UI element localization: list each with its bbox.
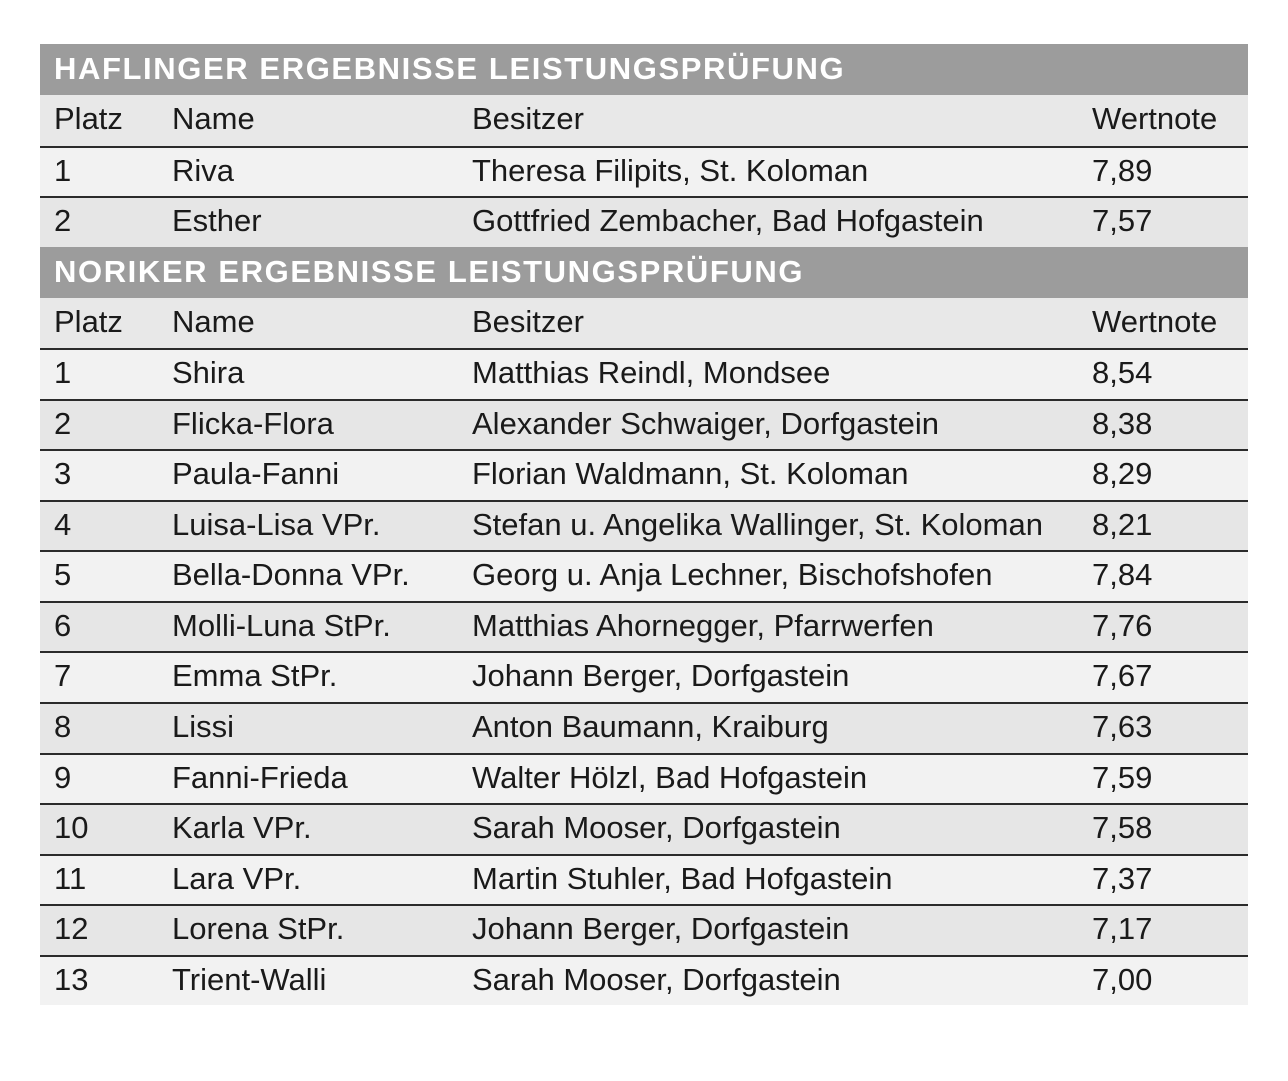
cell-name: Bella-Donna VPr. <box>158 551 458 602</box>
cell-wertnote: 8,54 <box>1078 349 1248 400</box>
table-row <box>40 551 1248 602</box>
cell-name: Riva <box>158 147 458 198</box>
cell-besitzer: Johann Berger, Dorfgastein <box>458 905 1078 956</box>
column-header-wertnote: Wertnote <box>1078 95 1248 147</box>
cell-name: Shira <box>158 349 458 400</box>
cell-platz: 4 <box>40 501 158 552</box>
cell-besitzer: Johann Berger, Dorfgastein <box>458 652 1078 703</box>
table-row <box>40 400 1248 451</box>
cell-name: Flicka-Flora <box>158 400 458 451</box>
table-row <box>40 855 1248 906</box>
table-row <box>40 905 1248 956</box>
cell-platz: 11 <box>40 855 158 906</box>
cell-wertnote: 7,00 <box>1078 956 1248 1006</box>
table-row <box>40 602 1248 653</box>
cell-besitzer: Sarah Mooser, Dorfgastein <box>458 804 1078 855</box>
results-table <box>40 44 1248 1005</box>
table-row <box>40 197 1248 247</box>
column-header-row-noriker <box>40 298 1248 350</box>
column-header-row-haflinger <box>40 95 1248 147</box>
cell-wertnote: 7,63 <box>1078 703 1248 754</box>
cell-besitzer: Walter Hölzl, Bad Hofgastein <box>458 754 1078 805</box>
cell-wertnote: 7,76 <box>1078 602 1248 653</box>
column-header-besitzer: Besitzer <box>458 298 1078 350</box>
cell-name: Fanni-Frieda <box>158 754 458 805</box>
cell-wertnote: 7,58 <box>1078 804 1248 855</box>
table-row <box>40 652 1248 703</box>
cell-wertnote: 7,17 <box>1078 905 1248 956</box>
cell-wertnote: 7,67 <box>1078 652 1248 703</box>
cell-platz: 7 <box>40 652 158 703</box>
cell-name: Luisa-Lisa VPr. <box>158 501 458 552</box>
cell-besitzer: Sarah Mooser, Dorfgastein <box>458 956 1078 1006</box>
cell-name: Esther <box>158 197 458 247</box>
cell-platz: 1 <box>40 349 158 400</box>
table-row <box>40 703 1248 754</box>
table-row <box>40 956 1248 1006</box>
table-row <box>40 349 1248 400</box>
cell-name: Trient-Walli <box>158 956 458 1006</box>
column-header-name: Name <box>158 298 458 350</box>
cell-wertnote: 8,29 <box>1078 450 1248 501</box>
cell-name: Karla VPr. <box>158 804 458 855</box>
cell-name: Lissi <box>158 703 458 754</box>
cell-name: Lorena StPr. <box>158 905 458 956</box>
table-row <box>40 804 1248 855</box>
cell-name: Paula-Fanni <box>158 450 458 501</box>
cell-besitzer: Theresa Filipits, St. Koloman <box>458 147 1078 198</box>
cell-platz: 1 <box>40 147 158 198</box>
column-header-name: Name <box>158 95 458 147</box>
cell-besitzer: Anton Baumann, Kraiburg <box>458 703 1078 754</box>
column-header-platz: Platz <box>40 298 158 350</box>
cell-besitzer: Florian Waldmann, St. Koloman <box>458 450 1078 501</box>
cell-besitzer: Alexander Schwaiger, Dorfgastein <box>458 400 1078 451</box>
cell-platz: 12 <box>40 905 158 956</box>
cell-wertnote: 7,84 <box>1078 551 1248 602</box>
cell-wertnote: 8,38 <box>1078 400 1248 451</box>
cell-wertnote: 7,59 <box>1078 754 1248 805</box>
cell-name: Emma StPr. <box>158 652 458 703</box>
cell-platz: 2 <box>40 400 158 451</box>
cell-platz: 3 <box>40 450 158 501</box>
section-title: HAFLINGER ERGEBNISSE LEISTUNGSPRÜFUNG <box>40 44 1248 95</box>
cell-platz: 8 <box>40 703 158 754</box>
cell-besitzer: Martin Stuhler, Bad Hofgastein <box>458 855 1078 906</box>
cell-platz: 9 <box>40 754 158 805</box>
cell-besitzer: Matthias Reindl, Mondsee <box>458 349 1078 400</box>
cell-platz: 6 <box>40 602 158 653</box>
cell-wertnote: 8,21 <box>1078 501 1248 552</box>
table-row <box>40 754 1248 805</box>
cell-platz: 5 <box>40 551 158 602</box>
cell-wertnote: 7,89 <box>1078 147 1248 198</box>
column-header-platz: Platz <box>40 95 158 147</box>
cell-besitzer: Stefan u. Angelika Wallinger, St. Koloman <box>458 501 1078 552</box>
cell-wertnote: 7,37 <box>1078 855 1248 906</box>
cell-besitzer: Gottfried Zembacher, Bad Hofgastein <box>458 197 1078 247</box>
cell-wertnote: 7,57 <box>1078 197 1248 247</box>
column-header-besitzer: Besitzer <box>458 95 1078 147</box>
cell-name: Molli-Luna StPr. <box>158 602 458 653</box>
section-header-noriker <box>40 247 1248 298</box>
table-row <box>40 147 1248 198</box>
section-title: NORIKER ERGEBNISSE LEISTUNGSPRÜFUNG <box>40 247 1248 298</box>
cell-platz: 2 <box>40 197 158 247</box>
table-row <box>40 450 1248 501</box>
cell-platz: 13 <box>40 956 158 1006</box>
table-row <box>40 501 1248 552</box>
column-header-wertnote: Wertnote <box>1078 298 1248 350</box>
cell-besitzer: Georg u. Anja Lechner, Bischofshofen <box>458 551 1078 602</box>
cell-name: Lara VPr. <box>158 855 458 906</box>
cell-platz: 10 <box>40 804 158 855</box>
cell-besitzer: Matthias Ahornegger, Pfarrwerfen <box>458 602 1078 653</box>
section-header-haflinger <box>40 44 1248 95</box>
